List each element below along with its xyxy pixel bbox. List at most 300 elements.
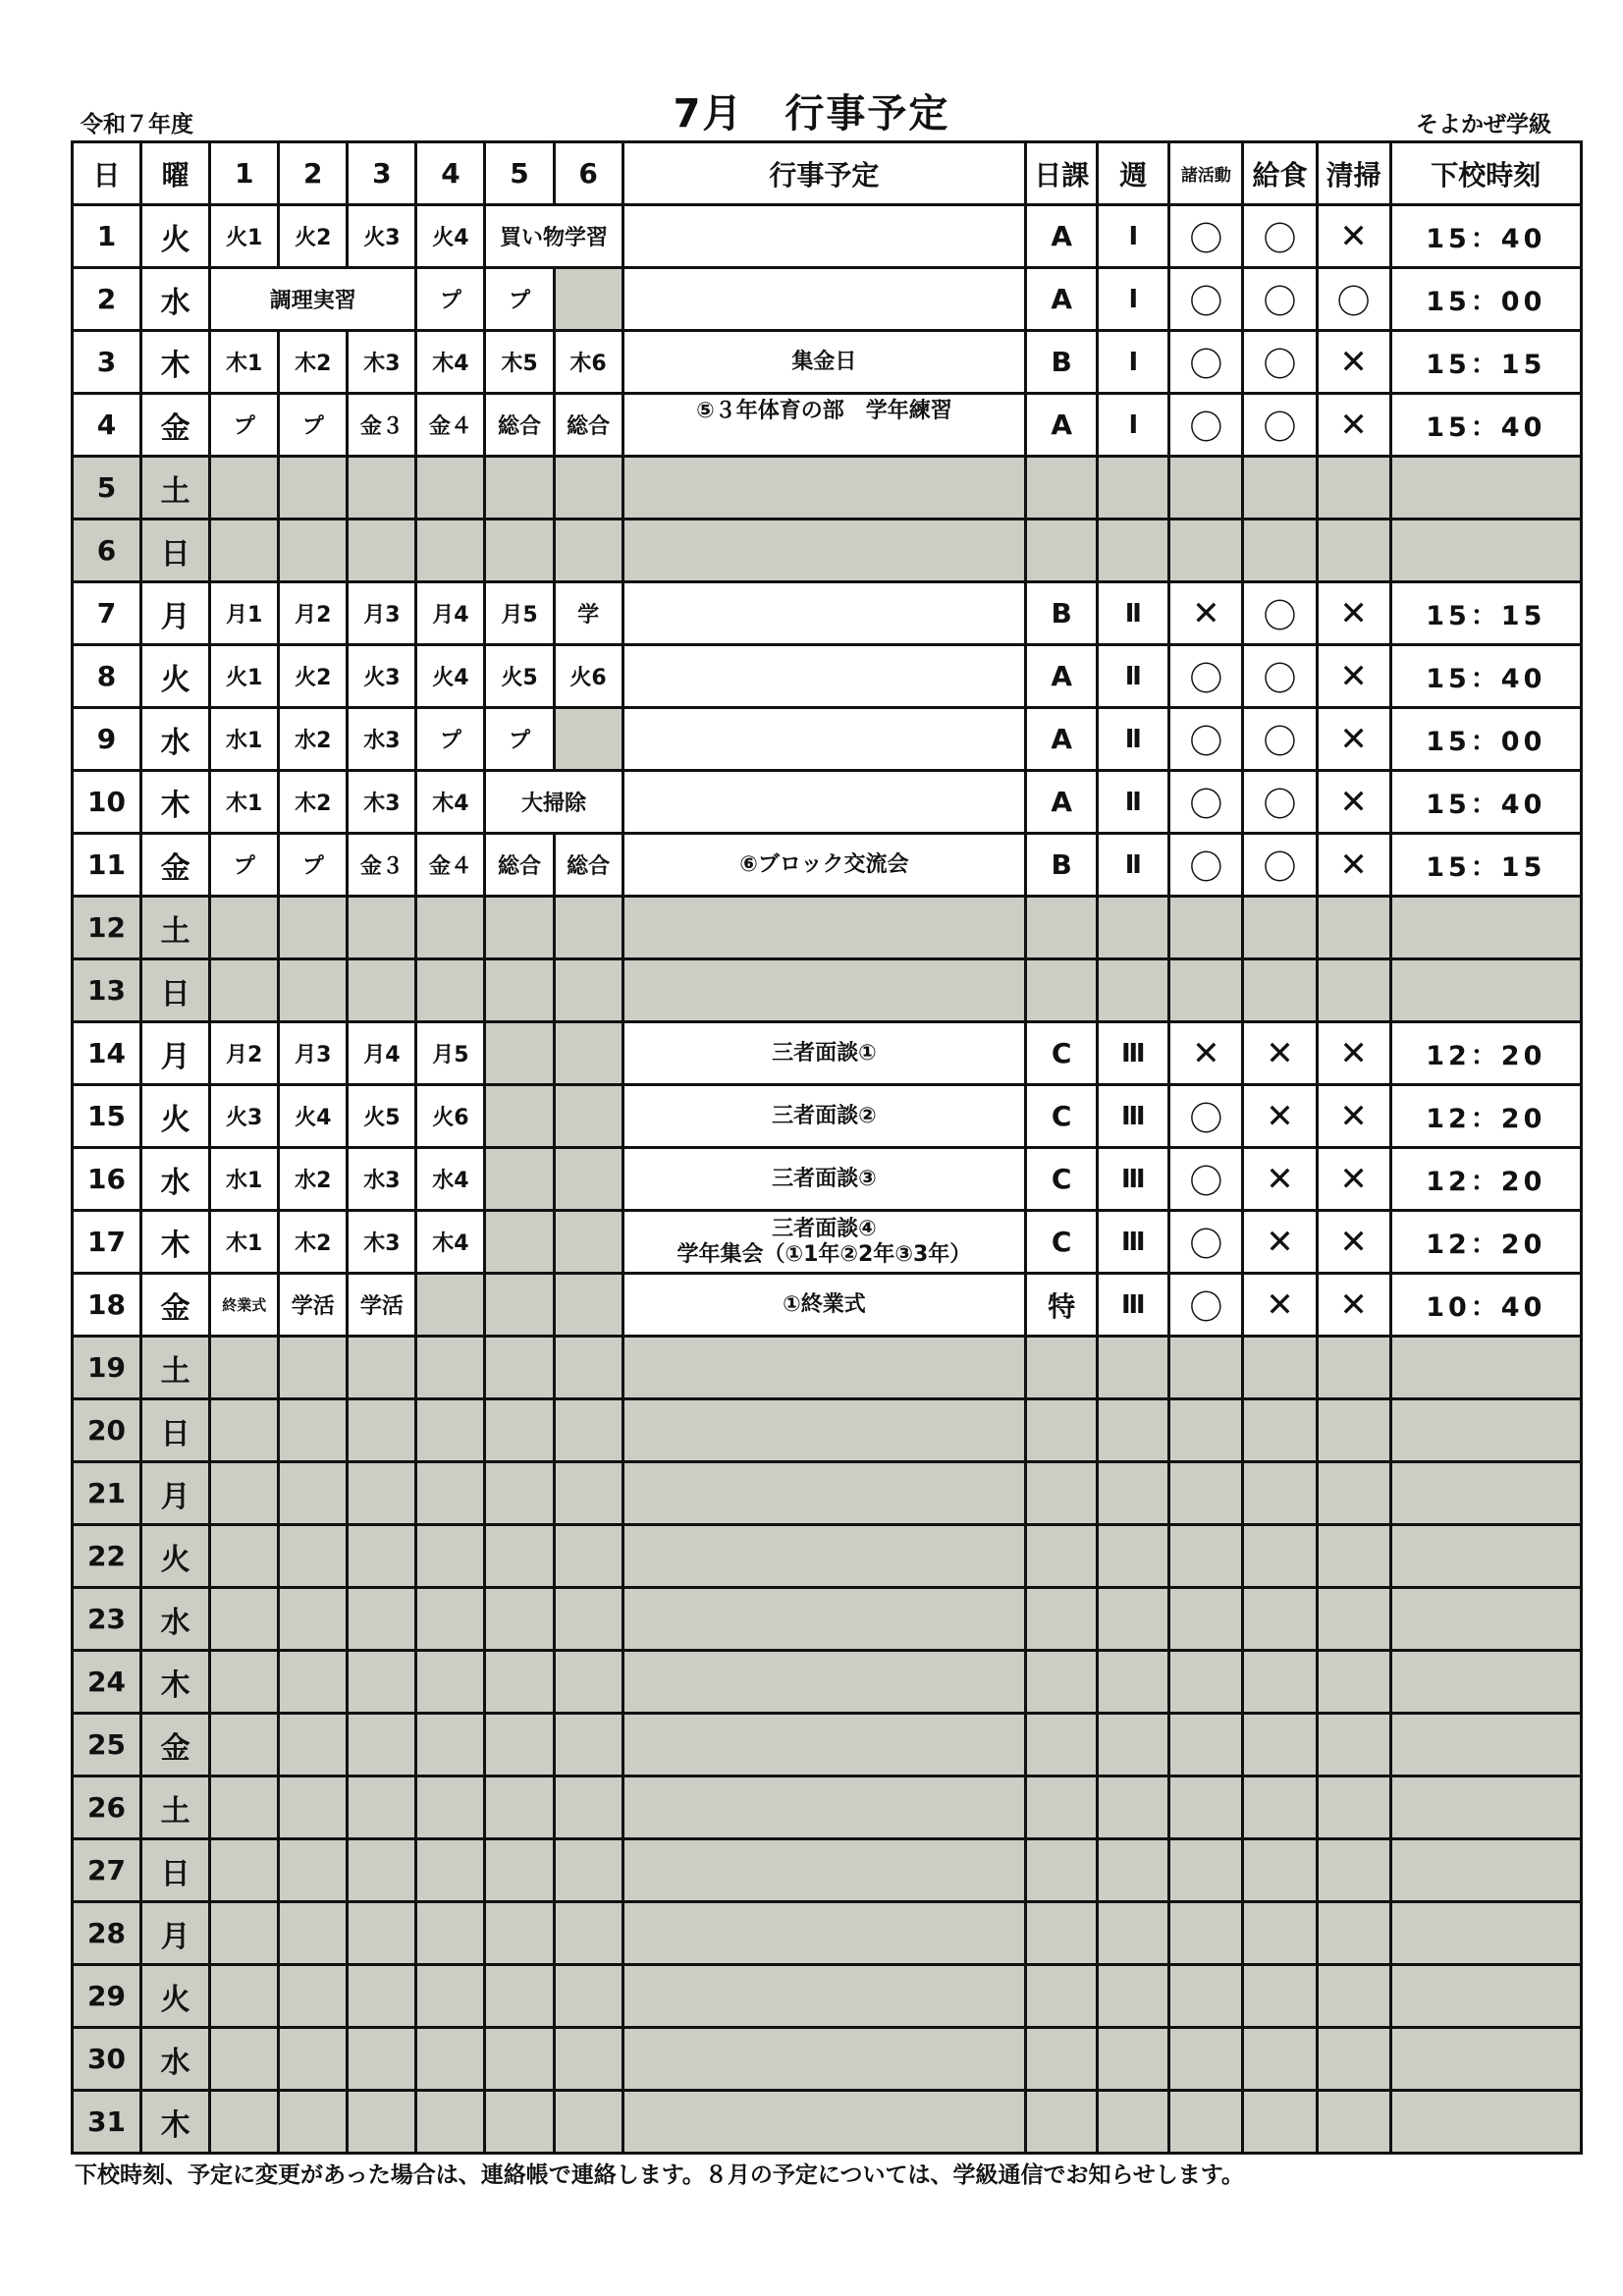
empty-cell: [1317, 2091, 1390, 2154]
empty-cell: [1243, 519, 1317, 582]
schedule-row: [73, 1274, 1582, 1337]
dismissal-time-cell: 10：40: [1390, 1274, 1581, 1337]
weekday-cell: 木: [141, 1651, 210, 1714]
period-cell: 月3: [279, 1022, 348, 1085]
dismissal-time-cell: 15：15: [1390, 331, 1581, 394]
empty-cell: [1390, 959, 1581, 1022]
empty-cell: [1098, 519, 1169, 582]
period-cell: [416, 1274, 485, 1337]
cleaning-cell: ✕: [1317, 1148, 1390, 1211]
event-cell: [622, 1274, 1026, 1337]
empty-cell: [622, 2028, 1026, 2091]
day-cell: 21: [73, 1462, 141, 1525]
empty-cell: [416, 519, 485, 582]
dismissal-time-cell: 12：20: [1390, 1085, 1581, 1148]
period-cell: プ: [416, 708, 485, 771]
empty-cell: [1243, 897, 1317, 959]
dismissal-time-cell: 12：20: [1390, 1022, 1581, 1085]
table-header-row: [73, 142, 1582, 205]
empty-cell: [210, 1525, 279, 1588]
empty-cell: [1169, 1399, 1243, 1462]
day-cell: 9: [73, 708, 141, 771]
day-cell: 20: [73, 1399, 141, 1462]
empty-cell: [1169, 1525, 1243, 1588]
header-cleaning: 清掃: [1317, 142, 1390, 205]
header-event: 行事予定: [622, 142, 1026, 205]
lunch-cell: 〇: [1243, 394, 1317, 457]
header-period-6: 6: [554, 142, 622, 205]
empty-cell: [1169, 2028, 1243, 2091]
weekday-cell: 火: [141, 1965, 210, 2028]
empty-cell: [1390, 1399, 1581, 1462]
period-cell: 木4: [416, 1211, 485, 1274]
activities-cell: 〇: [1169, 708, 1243, 771]
week-cell: Ⅱ: [1098, 645, 1169, 708]
empty-cell: [1026, 897, 1098, 959]
empty-cell: [210, 1777, 279, 1839]
schedule-row: [73, 2091, 1582, 2154]
empty-cell: [1026, 1839, 1098, 1902]
empty-cell: [1026, 2028, 1098, 2091]
empty-cell: [279, 1902, 348, 1965]
header-period-1: 1: [210, 142, 279, 205]
empty-cell: [1317, 897, 1390, 959]
period-cell: 月2: [279, 582, 348, 645]
empty-cell: [1026, 1651, 1098, 1714]
empty-cell: [1026, 1337, 1098, 1399]
period-cell: プ: [279, 834, 348, 897]
empty-cell: [1098, 2028, 1169, 2091]
day-cell: 30: [73, 2028, 141, 2091]
day-cell: 17: [73, 1211, 141, 1274]
event-text: 三者面談③: [772, 1166, 877, 1191]
weekday-cell: 火: [141, 1525, 210, 1588]
nikka-cell: A: [1026, 205, 1098, 268]
empty-cell: [1390, 2028, 1581, 2091]
empty-cell: [416, 1525, 485, 1588]
empty-cell: [1169, 2091, 1243, 2154]
weekday-cell: 土: [141, 1337, 210, 1399]
empty-cell: [279, 1651, 348, 1714]
empty-cell: [1243, 1965, 1317, 2028]
empty-cell: [210, 1714, 279, 1777]
activities-cell: ✕: [1169, 1022, 1243, 1085]
cleaning-cell: ✕: [1317, 331, 1390, 394]
empty-cell: [210, 1337, 279, 1399]
empty-cell: [416, 2028, 485, 2091]
page-title: 7月 行事予定: [673, 91, 950, 137]
day-cell: 18: [73, 1274, 141, 1337]
empty-cell: [622, 1337, 1026, 1399]
day-cell: 7: [73, 582, 141, 645]
nikka-cell: A: [1026, 645, 1098, 708]
empty-cell: [1026, 457, 1098, 519]
period-cell: [485, 1148, 554, 1211]
empty-cell: [554, 519, 622, 582]
lunch-cell: ✕: [1243, 1148, 1317, 1211]
empty-cell: [1169, 1902, 1243, 1965]
event-cell: [622, 1148, 1026, 1211]
event-text: 三者面談④: [772, 1217, 877, 1242]
week-cell: Ⅱ: [1098, 834, 1169, 897]
empty-cell: [1098, 2091, 1169, 2154]
lunch-cell: 〇: [1243, 771, 1317, 834]
empty-cell: [622, 1399, 1026, 1462]
schedule-row: [73, 1965, 1582, 2028]
period-cell: 月2: [210, 1022, 279, 1085]
event-text-2: 学年集会（①1年②2年③3年）: [676, 1241, 972, 1267]
empty-cell: [622, 959, 1026, 1022]
empty-cell: [348, 519, 416, 582]
empty-cell: [1098, 1777, 1169, 1839]
empty-cell: [210, 457, 279, 519]
empty-cell: [1243, 1588, 1317, 1651]
weekday-cell: 月: [141, 1022, 210, 1085]
week-cell: Ⅲ: [1098, 1085, 1169, 1148]
period-cell: 火6: [554, 645, 622, 708]
period-cell: 学: [554, 582, 622, 645]
empty-cell: [1026, 1462, 1098, 1525]
empty-cell: [279, 1714, 348, 1777]
activities-cell: 〇: [1169, 394, 1243, 457]
weekday-cell: 水: [141, 268, 210, 331]
day-cell: 28: [73, 1902, 141, 1965]
school-year-label: 令和７年度: [81, 112, 193, 137]
empty-cell: [1169, 897, 1243, 959]
activities-cell: 〇: [1169, 1211, 1243, 1274]
cleaning-cell: ✕: [1317, 394, 1390, 457]
empty-cell: [554, 1902, 622, 1965]
period-cell: 金４: [416, 394, 485, 457]
day-cell: 11: [73, 834, 141, 897]
activities-cell: 〇: [1169, 834, 1243, 897]
event-cell: [622, 645, 1026, 708]
empty-cell: [1169, 1714, 1243, 1777]
empty-cell: [554, 897, 622, 959]
period-cell: 木1: [210, 771, 279, 834]
empty-cell: [1243, 1839, 1317, 1902]
empty-cell: [1026, 1588, 1098, 1651]
empty-cell: [485, 2028, 554, 2091]
empty-cell: [348, 1651, 416, 1714]
empty-cell: [1243, 2028, 1317, 2091]
dismissal-time-cell: 15：00: [1390, 268, 1581, 331]
empty-cell: [210, 1588, 279, 1651]
day-cell: 14: [73, 1022, 141, 1085]
empty-cell: [210, 1651, 279, 1714]
period-cell: 水4: [416, 1148, 485, 1211]
dismissal-time-cell: 15：00: [1390, 708, 1581, 771]
empty-cell: [1317, 1337, 1390, 1399]
empty-cell: [416, 1651, 485, 1714]
empty-cell: [554, 1525, 622, 1588]
empty-cell: [416, 1902, 485, 1965]
lunch-cell: ✕: [1243, 1085, 1317, 1148]
schedule-row: [73, 959, 1582, 1022]
schedule-table: [71, 140, 1583, 2155]
empty-cell: [485, 1839, 554, 1902]
cleaning-cell: ✕: [1317, 834, 1390, 897]
empty-cell: [622, 1902, 1026, 1965]
period-cell: 終業式: [210, 1274, 279, 1337]
empty-cell: [485, 1525, 554, 1588]
period-cell: 水3: [348, 708, 416, 771]
schedule-row: [73, 645, 1582, 708]
period-cell: [485, 1085, 554, 1148]
day-cell: 4: [73, 394, 141, 457]
week-cell: Ⅰ: [1098, 394, 1169, 457]
period-cell: 水2: [279, 1148, 348, 1211]
empty-cell: [416, 1839, 485, 1902]
weekday-cell: 土: [141, 457, 210, 519]
week-cell: Ⅰ: [1098, 331, 1169, 394]
weekday-cell: 月: [141, 1902, 210, 1965]
empty-cell: [279, 1525, 348, 1588]
empty-cell: [1317, 1714, 1390, 1777]
empty-cell: [1169, 1777, 1243, 1839]
header-period-2: 2: [279, 142, 348, 205]
empty-cell: [1098, 897, 1169, 959]
period-cell: 総合: [554, 394, 622, 457]
empty-cell: [1169, 1651, 1243, 1714]
empty-cell: [210, 959, 279, 1022]
day-cell: 29: [73, 1965, 141, 2028]
nikka-cell: A: [1026, 708, 1098, 771]
event-cell: [622, 394, 1026, 457]
period-cell: 木1: [210, 1211, 279, 1274]
weekday-cell: 木: [141, 2091, 210, 2154]
period-cell: 総合: [554, 834, 622, 897]
day-cell: 3: [73, 331, 141, 394]
empty-cell: [279, 2091, 348, 2154]
empty-cell: [416, 1337, 485, 1399]
empty-cell: [1169, 1337, 1243, 1399]
empty-cell: [554, 1337, 622, 1399]
period-cell: プ: [210, 394, 279, 457]
nikka-cell: C: [1026, 1022, 1098, 1085]
empty-cell: [622, 457, 1026, 519]
header-activities: 諸活動: [1169, 142, 1243, 205]
nikka-cell: B: [1026, 834, 1098, 897]
schedule-row: [73, 457, 1582, 519]
empty-cell: [1390, 1902, 1581, 1965]
empty-cell: [554, 1965, 622, 2028]
schedule-row: [73, 519, 1582, 582]
weekday-cell: 金: [141, 394, 210, 457]
schedule-row: [73, 1085, 1582, 1148]
dismissal-time-cell: 15：40: [1390, 771, 1581, 834]
weekday-cell: 金: [141, 834, 210, 897]
day-cell: 13: [73, 959, 141, 1022]
empty-cell: [554, 1839, 622, 1902]
empty-cell: [485, 1651, 554, 1714]
weekday-cell: 土: [141, 1777, 210, 1839]
nikka-cell: A: [1026, 394, 1098, 457]
empty-cell: [1098, 1399, 1169, 1462]
empty-cell: [485, 457, 554, 519]
period-cell: プ: [279, 394, 348, 457]
day-cell: 2: [73, 268, 141, 331]
week-cell: Ⅱ: [1098, 771, 1169, 834]
empty-cell: [1317, 1777, 1390, 1839]
empty-cell: [1026, 519, 1098, 582]
schedule-row: [73, 1399, 1582, 1462]
empty-cell: [1098, 1588, 1169, 1651]
period-cell: 木2: [279, 771, 348, 834]
empty-cell: [1169, 457, 1243, 519]
empty-cell: [416, 457, 485, 519]
period-cell-merged: 大掃除: [485, 771, 622, 834]
cleaning-cell: ✕: [1317, 708, 1390, 771]
day-cell: 27: [73, 1839, 141, 1902]
period-cell: [485, 1022, 554, 1085]
empty-cell: [1098, 457, 1169, 519]
empty-cell: [416, 897, 485, 959]
period-cell-merged: 買い物学習: [485, 205, 622, 268]
header-dismissal: 下校時刻: [1390, 142, 1581, 205]
period-cell: 木2: [279, 1211, 348, 1274]
nikka-cell: A: [1026, 268, 1098, 331]
empty-cell: [210, 2091, 279, 2154]
activities-cell: ✕: [1169, 582, 1243, 645]
empty-cell: [622, 1588, 1026, 1651]
empty-cell: [622, 1777, 1026, 1839]
schedule-row: [73, 1839, 1582, 1902]
day-cell: 26: [73, 1777, 141, 1839]
empty-cell: [554, 1777, 622, 1839]
period-cell: プ: [485, 708, 554, 771]
empty-cell: [210, 1965, 279, 2028]
empty-cell: [1390, 1651, 1581, 1714]
period-cell: 火4: [279, 1085, 348, 1148]
empty-cell: [1098, 1651, 1169, 1714]
empty-cell: [279, 1337, 348, 1399]
header-period-5: 5: [485, 142, 554, 205]
period-cell: [554, 708, 622, 771]
empty-cell: [1098, 1525, 1169, 1588]
empty-cell: [554, 2028, 622, 2091]
period-cell: [554, 1148, 622, 1211]
empty-cell: [348, 1777, 416, 1839]
empty-cell: [1243, 1337, 1317, 1399]
empty-cell: [1317, 457, 1390, 519]
empty-cell: [1317, 1399, 1390, 1462]
event-cell: [622, 1085, 1026, 1148]
event-text: 集金日: [791, 349, 857, 374]
period-cell: 金４: [416, 834, 485, 897]
period-cell: 木3: [348, 1211, 416, 1274]
empty-cell: [279, 959, 348, 1022]
nikka-cell: A: [1026, 771, 1098, 834]
empty-cell: [1390, 2091, 1581, 2154]
nikka-cell: C: [1026, 1085, 1098, 1148]
period-cell: 水1: [210, 708, 279, 771]
day-cell: 1: [73, 205, 141, 268]
weekday-cell: 水: [141, 708, 210, 771]
event-cell: [622, 708, 1026, 771]
cleaning-cell: ✕: [1317, 1211, 1390, 1274]
empty-cell: [279, 897, 348, 959]
empty-cell: [554, 1714, 622, 1777]
schedule-row: [73, 331, 1582, 394]
event-text: 三者面談②: [772, 1103, 877, 1128]
empty-cell: [279, 1462, 348, 1525]
period-cell: [554, 1211, 622, 1274]
empty-cell: [1243, 1714, 1317, 1777]
dismissal-time-cell: 15：40: [1390, 394, 1581, 457]
schedule-row: [73, 1714, 1582, 1777]
activities-cell: 〇: [1169, 331, 1243, 394]
empty-cell: [1317, 1965, 1390, 2028]
empty-cell: [1098, 1839, 1169, 1902]
empty-cell: [1026, 1525, 1098, 1588]
empty-cell: [485, 2091, 554, 2154]
period-cell: 火6: [416, 1085, 485, 1148]
empty-cell: [1026, 959, 1098, 1022]
period-cell: 木2: [279, 331, 348, 394]
weekday-cell: 月: [141, 1462, 210, 1525]
header-lunch: 給食: [1243, 142, 1317, 205]
schedule-row: [73, 582, 1582, 645]
empty-cell: [210, 2028, 279, 2091]
empty-cell: [1243, 1902, 1317, 1965]
empty-cell: [622, 2091, 1026, 2154]
empty-cell: [1390, 1965, 1581, 2028]
week-cell: Ⅲ: [1098, 1211, 1169, 1274]
cleaning-cell: ✕: [1317, 1085, 1390, 1148]
period-cell-merged: 調理実習: [210, 268, 416, 331]
empty-cell: [279, 2028, 348, 2091]
weekday-cell: 火: [141, 205, 210, 268]
period-cell: プ: [485, 268, 554, 331]
cleaning-cell: ✕: [1317, 771, 1390, 834]
empty-cell: [485, 1902, 554, 1965]
nikka-cell: B: [1026, 582, 1098, 645]
period-cell: 月1: [210, 582, 279, 645]
period-cell: 総合: [485, 394, 554, 457]
nikka-cell: 特: [1026, 1274, 1098, 1337]
week-cell: Ⅰ: [1098, 268, 1169, 331]
event-text: 三者面談①: [772, 1040, 877, 1066]
empty-cell: [279, 457, 348, 519]
empty-cell: [1243, 1651, 1317, 1714]
period-cell: 金３: [348, 394, 416, 457]
event-text: ⑥ブロック交流会: [739, 851, 909, 877]
schedule-row: [73, 1462, 1582, 1525]
empty-cell: [416, 1714, 485, 1777]
period-cell: 木4: [416, 771, 485, 834]
weekday-cell: 日: [141, 1399, 210, 1462]
footer-note: 下校時刻、予定に変更があった場合は、連絡帳で連絡します。８月の予定については、学級通信でお知らせします。: [75, 2162, 1244, 2188]
empty-cell: [1026, 1902, 1098, 1965]
empty-cell: [348, 1902, 416, 1965]
empty-cell: [1098, 1462, 1169, 1525]
empty-cell: [210, 1839, 279, 1902]
period-cell: 学活: [348, 1274, 416, 1337]
empty-cell: [1317, 1525, 1390, 1588]
empty-cell: [622, 519, 1026, 582]
empty-cell: [622, 1651, 1026, 1714]
empty-cell: [1317, 1651, 1390, 1714]
empty-cell: [485, 959, 554, 1022]
cleaning-cell: ✕: [1317, 582, 1390, 645]
lunch-cell: 〇: [1243, 834, 1317, 897]
header-day: 日: [73, 142, 141, 205]
schedule-row: [73, 897, 1582, 959]
week-cell: Ⅱ: [1098, 708, 1169, 771]
lunch-cell: 〇: [1243, 331, 1317, 394]
empty-cell: [279, 1399, 348, 1462]
